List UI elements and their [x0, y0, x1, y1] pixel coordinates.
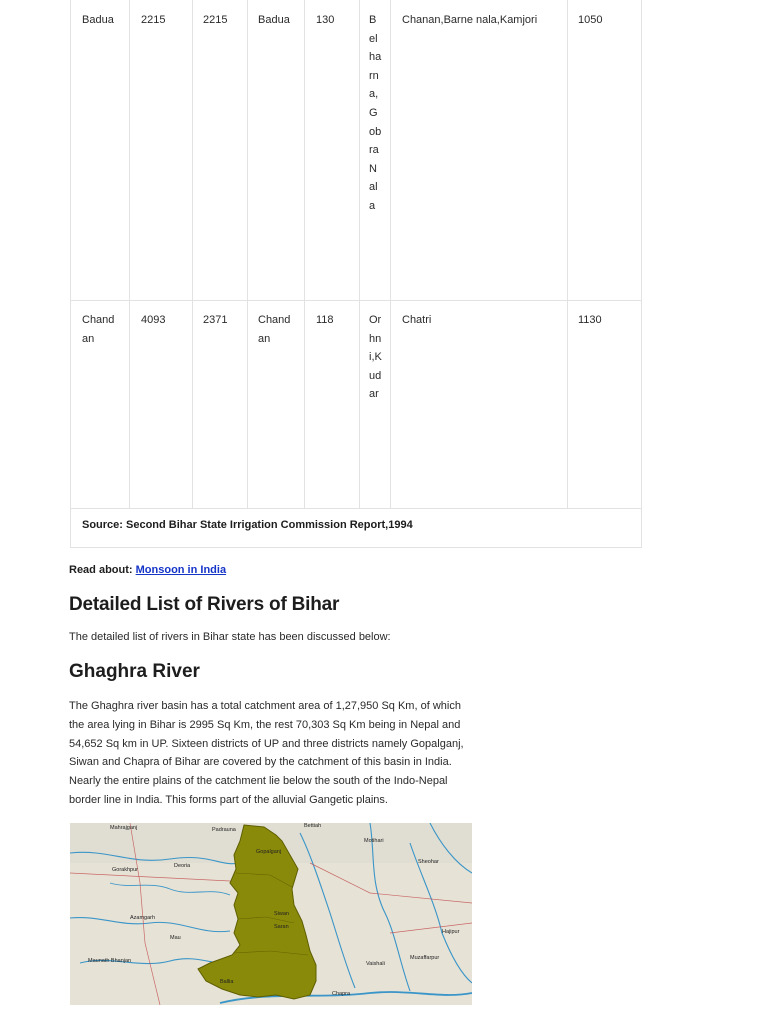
ghaghra-paragraph: The Ghaghra river basin has a total catchment area of 1,27,950 Sq Km, of which the area lying in Bihar is 2995 Sq Km, the rest 70,303 Sq Km being in Nepal and 54,652 Sq km in UP. Sixteen districts of UP and three districts namely Gopalganj, Siwan and Chapra of Bihar are covered by the catchment of this basin in India. Nearly the entire plains of the catchment lie below the south of the Indo-Nepal border line in India. This forms part of the alluvial Gangetic plains.: [69, 700, 464, 806]
table-source-note: Source: Second Bihar State Irrigation Commission Report,1994: [82, 519, 413, 531]
map-label: Vaishali: [366, 961, 385, 967]
table-cell-river: Badua: [82, 14, 114, 26]
column-divider: [247, 0, 248, 508]
table-cell-length: 118: [316, 314, 334, 326]
map-label: Ballia: [220, 979, 234, 985]
map-label: Maunath Bhanjan: [88, 958, 132, 964]
table-cell-rainfall: 1050: [578, 14, 603, 26]
table-cell-catchment-total: 2215: [141, 14, 166, 26]
map-label: Gopalganj: [256, 849, 282, 855]
table-cell-tributaries: Orhni,Kudar: [369, 314, 382, 401]
read-about-label: Read about:: [69, 564, 136, 576]
table-cell-basin: Chandan: [258, 314, 291, 345]
map-label: Motihari: [364, 838, 384, 844]
column-divider: [129, 0, 130, 508]
row-divider: [71, 300, 641, 301]
ghaghra-heading: Ghaghra River: [69, 661, 200, 682]
map-label: Bettiah: [304, 823, 322, 829]
column-divider: [192, 0, 193, 508]
map-label: Muzaffarpur: [410, 955, 440, 961]
table-cell-catchment-total: 4093: [141, 314, 166, 326]
map-label: Mau: [170, 935, 181, 941]
table-cell-rainfall: 1130: [578, 314, 602, 326]
map-label: Azamgarh: [130, 915, 156, 921]
map-label: Sheohar: [418, 859, 439, 865]
row-divider: [71, 508, 641, 509]
map-label: Saran: [274, 924, 289, 930]
monsoon-link[interactable]: Monsoon in India: [135, 564, 227, 576]
map-label: Chapra: [332, 991, 351, 997]
map-label: Siwan: [274, 911, 289, 917]
map-label: Padrauna: [212, 827, 236, 833]
table-cell-river: Chandan: [82, 314, 115, 345]
table-cell-catchment-bihar: 2215: [203, 14, 228, 26]
table-cell-sub-tributaries: Chanan,Barne nala,Kamjori: [402, 14, 538, 26]
read-about: [69, 564, 226, 576]
table-cell-length: 130: [316, 14, 335, 26]
column-divider: [359, 0, 360, 508]
table-cell-catchment-bihar: 2371: [203, 314, 228, 326]
table-cell-tributaries: Belharna,GobraNala: [369, 14, 382, 212]
map-label: Hajipur: [442, 929, 460, 935]
table-cell-basin: Badua: [258, 14, 290, 26]
column-divider: [304, 0, 305, 508]
map-label: Mahrajganj: [110, 825, 138, 831]
map-label: Deoria: [174, 863, 191, 869]
rivers-table: [70, 0, 642, 548]
column-divider: [390, 0, 391, 508]
map-label: Gorakhpur: [112, 867, 138, 873]
ghaghra-basin-map: [70, 823, 472, 1005]
column-divider: [567, 0, 568, 508]
section-intro: The detailed list of rivers in Bihar state has been discussed below:: [69, 631, 391, 643]
section-heading: Detailed List of Rivers of Bihar: [69, 594, 340, 615]
table-cell-sub-tributaries: Chatri: [402, 314, 432, 326]
